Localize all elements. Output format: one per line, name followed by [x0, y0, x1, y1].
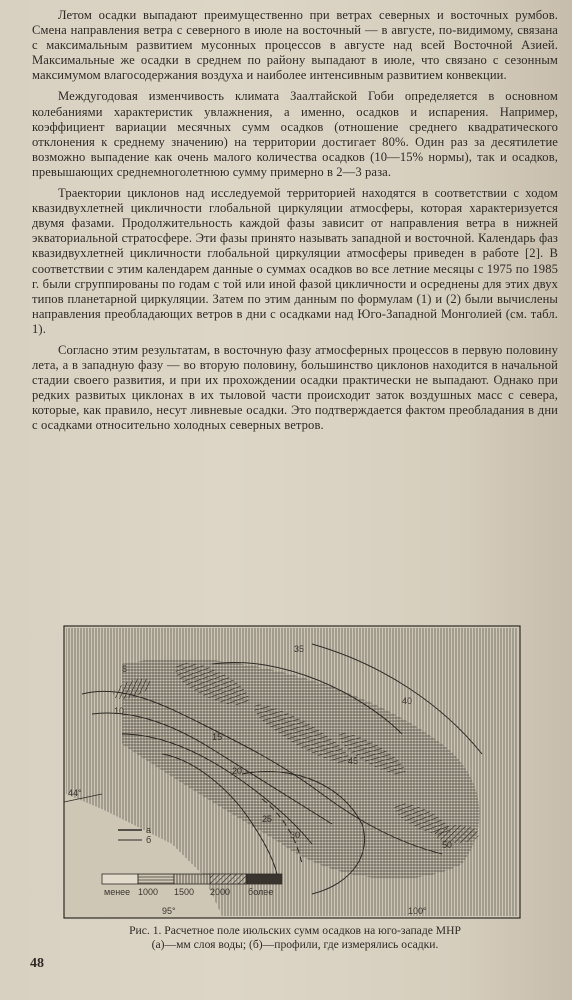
paragraph-4: Согласно этим результатам, в восточную фазу атмосферных процессов в первую половину лета, а в западную фазу — во вторую половину, большинство циклонов находится в начальной стадии своего развития, и при их прохождении осадки практически не выпадают. Однако при редких развитых циклонах в их тыловой части происходит заток воздушных масс с севера, которые, как правило, несут ливневые осадки. Это подтверждается фактом преобладания в дни с осадками относительно холодных северных ветров. — [32, 342, 558, 433]
contour-label: 35 — [294, 644, 305, 654]
legend-scale-label: 1000 — [138, 887, 159, 897]
contour-label: 25 — [262, 814, 273, 824]
legend-key-label-a: а — [146, 825, 152, 835]
legend-box-5 — [246, 874, 282, 884]
paragraph-1: Летом осадки выпадают преимущественно при ветрах северных и восточных румбов. Смена направления ветра с северного в июле на восточный — в августе, по-видимому, связана с максимальным развитием мусонных процессов в августе над всей Восточной Азией. Максимальные же осадки в среднем по району выпадают в июле, что связано с сезонным максимумом влагосодержания воздуха и наиболее интенсивным развитием конвекции. — [32, 8, 558, 83]
contour-label: 40 — [402, 696, 413, 706]
longitude-label-left: 95° — [162, 906, 176, 916]
contour-label: 50 — [442, 840, 453, 850]
precipitation-map — [62, 624, 522, 920]
contour-label: 15 — [212, 732, 223, 742]
precipitation-map-figure — [62, 624, 522, 920]
legend-box-3 — [174, 874, 210, 884]
contour-label: 30 — [290, 830, 301, 840]
caption-line-1: Рис. 1. Расчетное поле июльских сумм осадков на юго-западе МНР — [129, 924, 461, 937]
legend-box-4 — [210, 874, 246, 884]
contour-label: 45 — [348, 756, 359, 766]
legend-key-label-b: б — [146, 835, 152, 845]
contour-label: 5 — [122, 664, 128, 674]
page-number: 48 — [30, 956, 44, 971]
figure-caption — [64, 924, 526, 952]
legend-box-2 — [138, 874, 174, 884]
body-text — [32, 8, 558, 440]
contour-label: 10 — [114, 706, 125, 716]
paragraph-2: Междугодовая изменчивость климата Заалтайской Гоби определяется в основном колебаниями характеристик увлажнения, а именно, осадков и испарения. Например, коэффициент вариации месячных сумм осадков (отношение среднего квадратического отклонения к среднему значению) на территории достигает 80%. Один раз за десятилетие возможно выпадение как очень малого количества осадков (10—15% нормы), так и осадков, превышающих среднемноголетнюю сумму примерно в 2—3 раза. — [32, 89, 558, 179]
legend-scale-label: 2000 — [210, 887, 231, 897]
legend-box-1 — [102, 874, 138, 884]
latitude-label: 44° — [68, 788, 82, 798]
longitude-label-right: 100° — [408, 906, 427, 916]
paragraph-3: Траектории циклонов над исследуемой территорией находятся в соответствии с ходом квазидвухлетней цикличности глобальной циркуляции атмосферы, которая характеризуется двумя фазами. Продолжительность каждой фазы зависит от направления ветра в нижней экваториальной стратосфере. Эти фазы принято называть западной и восточной. Календарь фаз квазидвухлетней цикличности глобальной циркуляции атмосферы приведен в работе [2]. В соответствии с этим календарем данные о суммах осадков во все летние месяцы с 1975 по 1985 г. были сгруппированы по годам с той или иной фазой цикличности и осреднены для этих двух типов планетарной циркуляции. Затем по этим данным по формулам (1) и (2) были вычислены направления преобладающих ветров в дни с осадками над Юго-Западной Монголией (см. табл. 1). — [32, 186, 558, 336]
legend-scale-label: более — [248, 887, 274, 897]
legend-scale-label: 1500 — [174, 887, 195, 897]
caption-line-2: (а)—мм слоя воды; (б)—профили, где измерялись осадки. — [151, 938, 439, 951]
contour-label: 20 — [232, 766, 243, 776]
legend-scale-label: менее — [104, 887, 131, 897]
